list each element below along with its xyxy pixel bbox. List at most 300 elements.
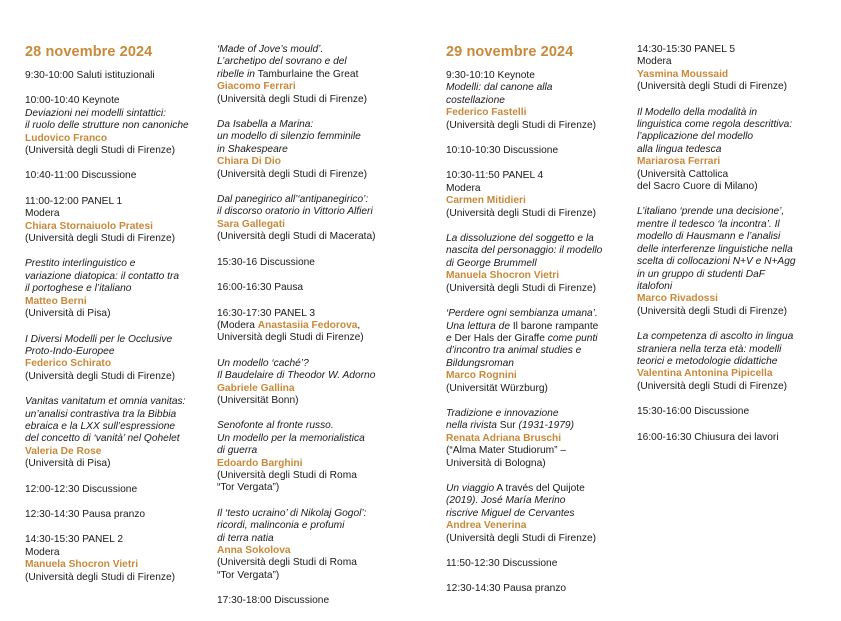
program-text <box>446 208 630 220</box>
program-item <box>217 358 417 408</box>
line-text: il portoghese e l’italiano <box>25 283 132 295</box>
program-item <box>637 206 837 318</box>
talk-title-line <box>446 345 630 357</box>
line-text: (Università degli Studi di Firenze) <box>446 532 597 544</box>
line-text: Andrea Venerina <box>446 520 527 532</box>
program-text <box>446 283 630 295</box>
talk-title-line <box>217 533 417 545</box>
line-text: 16:00-16:30 Chiusura dei lavori <box>637 431 779 443</box>
line-text: (Università degli Studi di Firenze) <box>25 370 176 382</box>
talk-title-line <box>25 283 211 295</box>
program-text <box>637 306 837 318</box>
line-text: Gabriele Gallina <box>217 382 295 394</box>
line-text: Bildungsroman <box>446 357 514 369</box>
line-text: I Diversi Modelli per le Occlusive <box>25 333 173 345</box>
line-text: 16:30-17:30 PANEL 3 <box>217 307 315 319</box>
line-text: Dal panegirico all’‘antipanegirico’: <box>217 194 369 206</box>
line-text: scelta di collocazioni N+V e N+Agg <box>637 256 796 268</box>
program-text <box>446 120 630 132</box>
line-text: (Università degli Studi di Firenze) <box>446 119 597 131</box>
talk-title-line <box>217 206 417 218</box>
speaker-name <box>217 458 417 470</box>
line-text: modello di Hausmann e l’analisi <box>637 231 781 243</box>
program-text <box>25 208 211 220</box>
talk-title-line <box>217 44 417 56</box>
program-item <box>217 44 417 106</box>
talk-title-line <box>637 219 837 231</box>
talk-title-line <box>637 107 837 119</box>
speaker-name <box>637 293 837 305</box>
program-text <box>217 395 417 407</box>
program-item <box>25 334 211 384</box>
line-text: Marco Rognini <box>446 370 517 382</box>
talk-title-line <box>25 433 211 445</box>
speaker-name <box>25 559 211 571</box>
line-text-continued: A través del Quijote <box>494 482 585 494</box>
line-text: Marco Rivadossi <box>637 293 718 305</box>
line-text-continued: Sur <box>496 420 516 432</box>
line-text: 9:30-10:10 Keynote <box>446 70 535 81</box>
line-text: Il Modello della modalità in <box>637 106 758 118</box>
line-text: (Universität Würzburg) <box>446 382 548 394</box>
line-text: ‘Made of Jove’s mould’. <box>217 44 324 55</box>
program-text <box>637 181 837 193</box>
line-text: (Università degli Studi di Firenze) <box>217 168 368 180</box>
line-text: 10:40-11:00 Discussione <box>25 170 137 182</box>
line-text: Carmen Mitidieri <box>446 195 526 207</box>
line-text: 14:30-15:30 PANEL 5 <box>637 44 735 55</box>
line-text: Senofonte al fronte russo. <box>217 420 334 432</box>
talk-title-line <box>637 206 837 218</box>
line-text: Renata Adriana Bruschi <box>446 432 562 444</box>
program-item <box>446 583 630 595</box>
speaker-name <box>446 195 630 207</box>
line-text: Valentina Antonina Pipicella <box>637 368 773 380</box>
program-item <box>637 406 837 418</box>
program-text <box>25 70 211 82</box>
line-text: (Università degli Studi di Firenze) <box>25 145 176 157</box>
line-text: (Università degli Studi di Macerata) <box>217 231 376 243</box>
program-text <box>446 145 630 157</box>
program-item <box>25 509 211 521</box>
line-text: (Università degli Studi di Firenze) <box>637 81 788 93</box>
talk-title-line <box>637 144 837 156</box>
line-text: di guerra <box>217 445 258 457</box>
line-text-continued: (1931-1979) <box>515 420 574 432</box>
line-text: Matteo Berni <box>25 295 87 307</box>
program-item <box>217 282 417 294</box>
program-item <box>446 558 630 570</box>
program-text <box>637 169 837 181</box>
line-text: ribelle in <box>217 68 255 80</box>
program-text <box>446 70 630 82</box>
program-column-3 <box>446 44 630 609</box>
line-text: Università degli Studi di Firenze) <box>217 332 364 344</box>
talk-title-line <box>217 433 417 445</box>
program-text <box>446 583 630 595</box>
line-text: (Modera <box>217 319 258 331</box>
program-text <box>25 308 211 320</box>
speaker-name <box>217 156 417 168</box>
line-text-continued: Il barone rampante <box>510 320 599 332</box>
line-text: un modello di silenzio femminile <box>217 131 361 143</box>
program-item <box>25 484 211 496</box>
program-text <box>637 432 837 444</box>
talk-title-line <box>25 258 211 270</box>
line-text: Modera <box>25 546 60 558</box>
program-item <box>446 408 630 470</box>
talk-title-line <box>637 281 837 293</box>
talk-title-line <box>446 358 630 370</box>
program-text <box>25 572 211 584</box>
program-text <box>25 371 211 383</box>
speaker-name <box>25 133 211 145</box>
program-item <box>217 308 417 345</box>
line-text: teorici e metodologie didattiche <box>637 355 778 367</box>
speaker-name <box>217 219 417 231</box>
program-item <box>25 170 211 182</box>
talk-title-line <box>25 409 211 421</box>
line-text: un’analisi contrastiva tra la Bibbia <box>25 408 177 420</box>
program-item <box>637 107 837 194</box>
talk-title-line <box>217 358 417 370</box>
line-text: Federico Fastelli <box>446 107 527 119</box>
program-item <box>217 420 417 494</box>
talk-title-line <box>217 144 417 156</box>
line-text: del concetto di ‘vanità’ nel Qohelet <box>25 433 180 445</box>
line-text: Da Isabella a Marina: <box>217 119 314 131</box>
talk-title-line <box>217 119 417 131</box>
line-text: 12:00-12:30 Discussione <box>25 483 138 495</box>
program-item <box>25 196 211 246</box>
talk-title-line <box>25 108 211 120</box>
line-text: del Sacro Cuore di Milano) <box>637 181 758 193</box>
speaker-name <box>637 69 837 81</box>
line-text: 10:30-11:50 PANEL 4 <box>446 170 544 182</box>
line-text-continued: come punti <box>544 332 598 344</box>
line-text: Manuela Shocron Vietri <box>446 270 560 282</box>
talk-title-line <box>446 82 630 94</box>
moderator-name: Anastasiia Fedorova <box>257 319 358 331</box>
line-text: 16:00-16:30 Pausa <box>217 282 304 294</box>
line-text: La competenza di ascolto in lingua <box>637 331 794 343</box>
talk-title-line <box>217 520 417 532</box>
program-item <box>446 308 630 395</box>
line-text: 10:00-10:40 Keynote <box>25 95 120 107</box>
speaker-name <box>446 270 630 282</box>
line-text: Giacomo Ferrari <box>217 81 296 93</box>
line-text: Il ‘testo ucraino’ di Nikolaj Gogol’: <box>217 507 367 519</box>
line-text: il discorso oratorio in Vittorio Alfieri <box>217 206 373 218</box>
program-item <box>217 119 417 181</box>
program-item <box>217 595 417 607</box>
line-text: Un modello per la memorialistica <box>217 432 365 444</box>
speaker-name <box>25 221 211 233</box>
line-text: ebraica e la LXX sull’espressione <box>25 420 176 432</box>
speaker-name <box>446 433 630 445</box>
line-text: Yasmina Moussaid <box>637 68 729 80</box>
line-text: Una lettura de <box>446 320 510 332</box>
program-text <box>217 231 417 243</box>
line-text: in Shakespeare <box>217 143 288 155</box>
line-text-continued: , <box>357 319 361 331</box>
line-text: italofoni <box>637 280 673 292</box>
line-text: 9:30-10:00 Saluti istituzionali <box>25 70 155 81</box>
program-text <box>25 170 211 182</box>
line-text: (Università degli Studi di Firenze) <box>217 93 368 105</box>
line-text: Federico Schirato <box>25 358 112 370</box>
line-text: La dissoluzione del soggetto e la <box>446 233 594 245</box>
program-text <box>25 509 211 521</box>
program-text <box>637 44 837 56</box>
line-text: straniera nella terza età: modelli <box>637 343 782 355</box>
line-text: “Tor Vergata”) <box>217 569 280 581</box>
talk-title-line <box>25 271 211 283</box>
talk-title-line <box>217 194 417 206</box>
talk-title-line <box>637 331 837 343</box>
program-text <box>217 570 417 582</box>
talk-title-line <box>217 420 417 432</box>
line-text: Ludovico Franco <box>25 132 108 144</box>
program-text <box>637 381 837 393</box>
line-text: (“Alma Mater Studiorum” – <box>446 445 567 457</box>
program-column-4 <box>637 44 837 457</box>
line-text: (Università degli Studi di Firenze) <box>446 282 597 294</box>
program-text <box>637 56 837 68</box>
program-column-2 <box>217 44 417 621</box>
program-text <box>217 595 417 607</box>
program-text <box>217 470 417 482</box>
program-text <box>446 533 630 545</box>
line-text: Università di Bologna) <box>446 457 546 469</box>
line-text-continued: Tamburlaine the Great <box>254 68 359 80</box>
speaker-name <box>637 156 837 168</box>
line-text: Un viaggio <box>446 482 495 494</box>
talk-title-line <box>217 370 417 382</box>
line-text: Deviazioni nei modelli sintattici: <box>25 107 166 119</box>
talk-title-line <box>637 119 837 131</box>
program-text <box>217 282 417 294</box>
talk-title-line <box>637 344 837 356</box>
talk-title-line <box>217 131 417 143</box>
program-item <box>637 44 837 94</box>
program-item <box>637 432 837 444</box>
line-text: (2019). José María Merino <box>446 495 566 507</box>
line-text: (Università degli Studi di Firenze) <box>637 305 788 317</box>
talk-title-line <box>637 356 837 368</box>
line-text: (Università Cattolica <box>637 168 729 180</box>
line-text: 12:30-14:30 Pausa pranzo <box>446 583 567 595</box>
line-text: di George Brummell <box>446 257 537 269</box>
day-heading: 29 novembre 2024 <box>446 44 574 60</box>
program-item <box>446 70 630 132</box>
line-text: d’incontro tra animal studies e <box>446 345 582 357</box>
program-item <box>217 508 417 582</box>
program-item <box>446 170 630 220</box>
line-text: ricordi, malinconia e profumi <box>217 520 345 532</box>
program-item <box>25 70 211 82</box>
program-text <box>217 169 417 181</box>
line-text: Chiara Stornaiuolo Pratesi <box>25 220 153 232</box>
line-text: (Università degli Studi di Roma <box>217 557 357 569</box>
program-column-1 <box>25 44 211 597</box>
line-text: nella rivista <box>446 420 497 432</box>
line-text: Anna Sokolova <box>217 545 291 556</box>
line-text: (Università degli Studi di Firenze) <box>637 380 788 392</box>
line-text: 15:30-16 Discussione <box>217 256 315 268</box>
program-text <box>446 183 630 195</box>
line-text: 14:30-15:30 PANEL 2 <box>25 534 123 546</box>
program-text <box>25 145 211 157</box>
talk-title-line <box>446 258 630 270</box>
program-text <box>446 445 630 457</box>
line-text: di terra natia <box>217 532 274 544</box>
line-text: Valeria De Rose <box>25 445 102 457</box>
line-text: Modelli: dal canone alla <box>446 82 553 94</box>
line-text: 11:00-12:00 PANEL 1 <box>25 195 123 207</box>
line-text: alla lingua tedesca <box>637 143 722 155</box>
line-text: 10:10-10:30 Discussione <box>446 145 559 157</box>
line-text: costellazione <box>446 94 505 106</box>
line-text: (Università degli Studi di Firenze) <box>446 207 597 219</box>
talk-title-line <box>446 245 630 257</box>
talk-title-line <box>217 69 417 81</box>
speaker-name <box>637 368 837 380</box>
program-text <box>446 383 630 395</box>
line-text: (Università di Pisa) <box>25 308 111 320</box>
program-text <box>25 233 211 245</box>
talk-title-line <box>637 231 837 243</box>
program-text <box>446 170 630 182</box>
line-text: Chiara Di Dio <box>217 156 281 168</box>
line-text: Sara Gallegati <box>217 218 285 230</box>
program-item <box>446 483 630 545</box>
speaker-name <box>217 81 417 93</box>
program-text <box>217 332 417 344</box>
program-text <box>25 95 211 107</box>
talk-title-line <box>637 269 837 281</box>
line-text: Modera <box>25 208 60 220</box>
talk-title-line <box>25 334 211 346</box>
line-text: mentre il tedesco ‘la incontra’. Il <box>637 218 780 230</box>
line-text: variazione diatopica: il contatto tra <box>25 270 180 282</box>
line-text: Edoardo Barghini <box>217 457 303 469</box>
line-text: (Università degli Studi di Roma <box>217 469 357 481</box>
day-heading: 28 novembre 2024 <box>25 44 153 60</box>
talk-title-line <box>446 495 630 507</box>
line-text: Mariarosa Ferrari <box>637 156 721 168</box>
talk-title-line <box>446 308 630 320</box>
line-text: 15:30-16:00 Discussione <box>637 406 750 418</box>
talk-title-line <box>446 233 630 245</box>
line-text: 11:50-12:30 Discussione <box>446 558 558 569</box>
line-text: (Università di Pisa) <box>25 458 111 470</box>
line-text: l’applicazione del modello <box>637 131 754 143</box>
talk-title-line <box>637 131 837 143</box>
line-text: Manuela Shocron Vietri <box>25 559 139 571</box>
talk-title-line <box>446 333 630 345</box>
talk-title-line <box>446 408 630 420</box>
speaker-name <box>446 520 630 532</box>
line-text: 17:30-18:00 Discussione <box>217 595 330 607</box>
speaker-name <box>217 545 417 557</box>
program-item <box>217 194 417 244</box>
program-text <box>637 406 837 418</box>
speaker-name <box>446 107 630 119</box>
line-text: L’archetipo del sovrano e del <box>217 56 347 68</box>
line-text: ‘Perdere ogni sembianza umana’. <box>446 308 598 320</box>
talk-title-line <box>446 508 630 520</box>
program-item <box>25 258 211 320</box>
program-text <box>217 320 417 332</box>
talk-title-line <box>446 321 630 333</box>
program-text <box>25 484 211 496</box>
line-text: Il Baudelaire di Theodor W. Adorno <box>217 370 376 382</box>
program-text <box>217 94 417 106</box>
program-item <box>637 331 837 393</box>
line-text: Prestito interlinguistico e <box>25 258 136 270</box>
talk-title-line <box>217 508 417 520</box>
line-text: linguistica come regola descrittiva: <box>637 119 793 131</box>
program-text <box>446 558 630 570</box>
speaker-name <box>25 296 211 308</box>
program-item <box>217 257 417 269</box>
line-text: (Universität Bonn) <box>217 394 299 406</box>
program-text <box>217 482 417 494</box>
talk-title-line <box>25 346 211 358</box>
line-text: (Università degli Studi di Firenze) <box>25 571 176 583</box>
talk-title-line <box>637 256 837 268</box>
program-item <box>25 396 211 470</box>
line-text: “Tor Vergata”) <box>217 482 280 494</box>
program-item <box>446 145 630 157</box>
program-text <box>637 81 837 93</box>
line-text: Un modello ‘caché’? <box>217 357 309 369</box>
line-text: 12:30-14:30 Pausa pranzo <box>25 508 146 520</box>
talk-title-line <box>446 420 630 432</box>
program-text <box>446 458 630 470</box>
line-text: L’italiano ‘prende una decisione’, <box>637 206 785 218</box>
speaker-name <box>25 358 211 370</box>
program-item <box>25 534 211 584</box>
line-text: nascita del personaggio: il modello <box>446 245 603 257</box>
line-text: Proto-Indo-Europee <box>25 345 115 357</box>
speaker-name <box>25 446 211 458</box>
line-text: delle interferenze linguistiche nella <box>637 243 793 255</box>
talk-title-line <box>217 445 417 457</box>
line-text: Modera <box>446 182 481 194</box>
program-item <box>25 95 211 157</box>
line-text: in un gruppo di studenti DaF <box>637 268 765 280</box>
program-text <box>25 534 211 546</box>
speaker-name <box>446 370 630 382</box>
line-text: il ruolo delle strutture non canoniche <box>25 120 189 132</box>
program-text <box>25 547 211 559</box>
talk-title-line <box>446 483 630 495</box>
program-text <box>217 308 417 320</box>
line-text: e <box>446 332 452 344</box>
line-text: Vanitas vanitatum et omnia vanitas: <box>25 396 186 408</box>
line-text: riscrive Miguel de Cervantes <box>446 507 575 519</box>
program-text <box>217 557 417 569</box>
program-item <box>446 233 630 295</box>
program-text <box>25 196 211 208</box>
line-text: (Università degli Studi di Firenze) <box>25 233 176 245</box>
talk-title-line <box>446 95 630 107</box>
talk-title-line <box>25 396 211 408</box>
line-text-continued: Der Hals der Giraffe <box>451 332 545 344</box>
program-text <box>217 257 417 269</box>
